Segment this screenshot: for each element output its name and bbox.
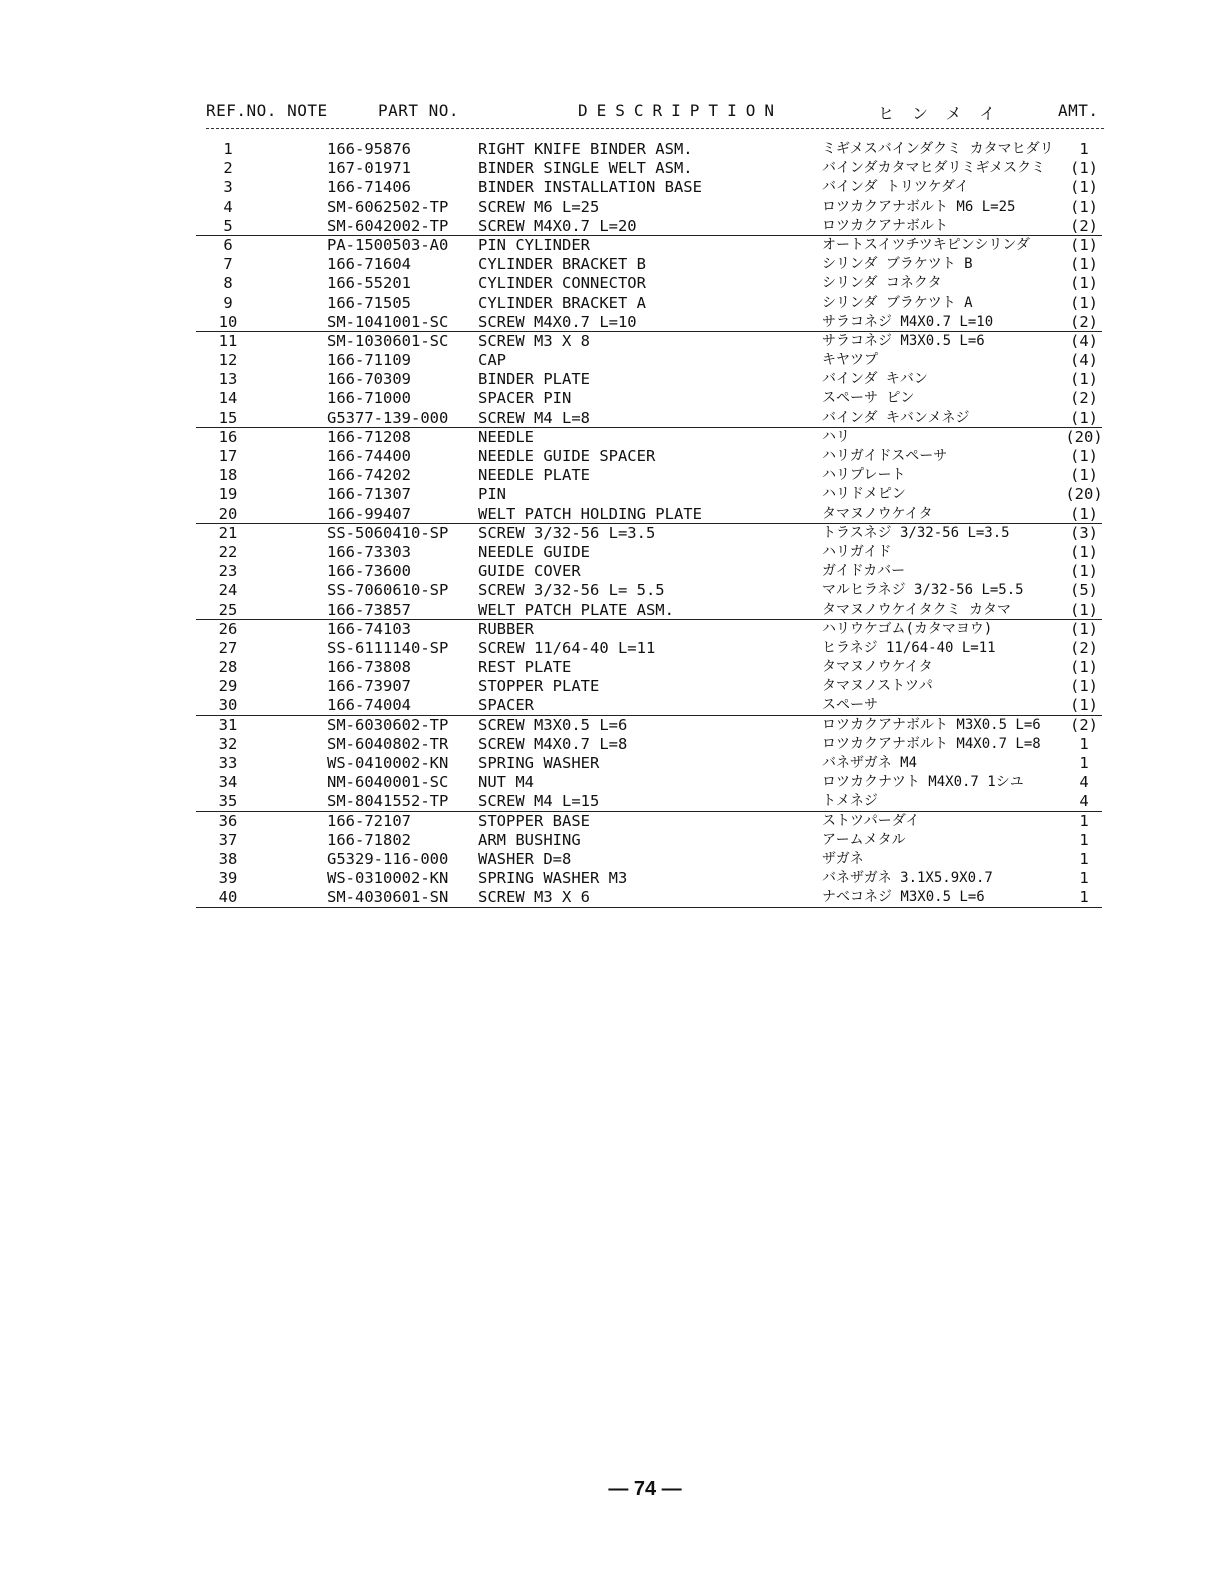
table-row [0,178,1213,197]
amount: (2) [1070,715,1098,734]
table-row [0,505,1213,524]
japanese-name: シリンダ ブラケツト A [822,294,973,311]
description: NEEDLE [478,427,534,446]
table-row [0,831,1213,850]
part-number: SM-1030601-SC [327,331,449,350]
ref-number: 17 [218,447,238,465]
part-number: SM-8041552-TP [327,792,449,811]
table-row [0,409,1213,428]
amount: (1) [1070,504,1098,523]
table-row [0,850,1213,869]
description: SCREW M4X0.7 L=8 [478,734,628,753]
japanese-name: トメネジ [822,793,878,810]
ref-number: 14 [218,389,238,408]
japanese-name: バインダ キバンメネジ [822,409,970,426]
table-row [0,888,1213,907]
part-number: 166-73600 [327,562,411,581]
amount: (1) [1070,447,1098,465]
description: BINDER SINGLE WELT ASM. [478,159,693,178]
ref-number: 38 [218,849,238,868]
description: SCREW 3/32-56 L=3.5 [478,523,656,542]
amount: 4 [1079,792,1089,811]
japanese-name: バインダカタマヒダリミギメスクミ [822,160,1046,177]
table-row [0,639,1213,658]
table-row [0,716,1213,735]
description: CYLINDER BRACKET A [478,293,646,312]
amount: (1) [1070,293,1098,312]
part-number: 166-71000 [327,389,411,408]
japanese-name: マルヒラネジ 3/32-56 L=5.5 [822,582,1024,599]
description: WELT PATCH HOLDING PLATE [478,504,702,523]
part-number: G5329-116-000 [327,849,449,868]
part-number: 166-55201 [327,274,411,293]
japanese-name: バインダ トリツケダイ [822,179,969,196]
amount: (1) [1070,178,1098,197]
japanese-name: トラスネジ 3/32-56 L=3.5 [822,524,1010,541]
ref-number: 11 [218,331,238,350]
table-row [0,313,1213,332]
ref-number: 40 [218,888,238,907]
japanese-name: サラコネジ M3X0.5 L=6 [822,332,985,349]
description: SPACER [478,696,534,715]
japanese-name: バインダ キバン [822,371,928,388]
part-number: SM-6062502-TP [327,197,449,216]
japanese-name: タマヌノウケイタ [822,659,933,676]
japanese-name: ハリウケゴム(カタマヨウ) [822,620,993,637]
japanese-name: ガイドカバー [822,563,906,580]
description: ARM BUSHING [478,830,581,849]
ref-number: 2 [223,159,233,178]
table-row [0,274,1213,293]
amount: 1 [1079,140,1089,158]
ref-number: 32 [218,734,238,753]
part-number: NM-6040001-SC [327,773,449,792]
ref-number: 39 [218,869,238,888]
description: SCREW 11/64-40 L=11 [478,638,656,657]
japanese-name: ナベコネジ M3X0.5 L=6 [822,889,985,906]
amount: (1) [1070,408,1098,427]
ref-number: 26 [218,619,238,638]
table-row [0,236,1213,255]
description: SCREW M4X0.7 L=10 [478,312,637,331]
table-row [0,754,1213,773]
amount: (20) [1065,427,1103,446]
ref-number: 18 [218,466,238,485]
part-number: 166-71109 [327,351,411,370]
description: STOPPER PLATE [478,677,600,696]
description: PIN [478,485,506,504]
description: SCREW M4 L=15 [478,792,600,811]
part-number: SM-1041001-SC [327,312,449,331]
japanese-name: シリンダ ブラケツト B [822,256,973,273]
japanese-name: アームメタル [822,831,906,848]
description: CYLINDER BRACKET B [478,255,646,274]
description: BINDER INSTALLATION BASE [478,178,702,197]
ref-number: 1 [223,140,233,158]
amount: (4) [1070,331,1098,350]
part-number: 166-73808 [327,658,411,677]
amount: (2) [1070,216,1098,235]
table-row [0,581,1213,600]
amount: 1 [1079,734,1089,753]
ref-number: 19 [218,485,238,504]
table-row [0,601,1213,620]
amount: (2) [1070,312,1098,331]
amount: (1) [1070,658,1098,677]
japanese-name: ロツカクアナボルト M6 L=25 [822,198,1016,215]
description: SPRING WASHER M3 [478,869,628,888]
table-row [0,466,1213,485]
ref-number: 7 [223,255,233,274]
part-number: SS-5060410-SP [327,523,449,542]
table-row [0,159,1213,178]
amount: 1 [1079,811,1089,830]
ref-number: 10 [218,312,238,331]
part-number: G5377-139-000 [327,408,449,427]
table-row [0,255,1213,274]
ref-number: 9 [223,293,233,312]
amount: 1 [1079,849,1089,868]
amount: (1) [1070,197,1098,216]
parts-table [0,140,1213,908]
ref-number: 13 [218,370,238,389]
amount: 1 [1079,830,1089,849]
ref-number: 27 [218,638,238,657]
table-row [0,217,1213,236]
table-row [0,198,1213,217]
japanese-name: タマヌノウケイタクミ カタマ [822,601,1012,618]
ref-number: 3 [223,178,233,197]
description: WELT PATCH PLATE ASM. [478,600,674,619]
part-number: 166-74202 [327,466,411,485]
description: BINDER PLATE [478,370,590,389]
table-row [0,351,1213,370]
part-number: 167-01971 [327,159,411,178]
part-number: 166-71802 [327,830,411,849]
amount: (1) [1070,696,1098,715]
ref-number: 12 [218,351,238,370]
table-row [0,485,1213,504]
amount: (1) [1070,677,1098,696]
description: WASHER D=8 [478,849,572,868]
amount: 1 [1079,888,1089,907]
header-part-no: PART NO. [378,101,460,120]
table-row [0,140,1213,159]
part-number: 166-99407 [327,504,411,523]
description: SCREW M4 L=8 [478,408,590,427]
ref-number: 29 [218,677,238,696]
ref-number: 30 [218,696,238,715]
table-row [0,812,1213,831]
part-number: 166-74400 [327,447,411,465]
part-number: 166-73303 [327,542,411,561]
table-row [0,389,1213,408]
table-row [0,447,1213,466]
amount: (1) [1070,255,1098,274]
japanese-name: ロツカクアナボルト M4X0.7 L=8 [822,735,1041,752]
japanese-name: サラコネジ M4X0.7 L=10 [822,313,994,330]
ref-number: 22 [218,542,238,561]
table-row [0,543,1213,562]
ref-number: 34 [218,773,238,792]
part-number: 166-71505 [327,293,411,312]
japanese-name: ザガネ [822,850,864,867]
ref-number: 4 [223,197,233,216]
japanese-name: ロツカクアナボルト M3X0.5 L=6 [822,716,1041,733]
part-number: SS-6111140-SP [327,638,449,657]
amount: (1) [1070,542,1098,561]
part-number: 166-95876 [327,140,411,158]
part-number: SM-6042002-TP [327,216,449,235]
part-number: 166-74004 [327,696,411,715]
header-amount: AMT. [1058,101,1099,120]
part-number: SM-6030602-TP [327,715,449,734]
ref-number: 36 [218,811,238,830]
table-row [0,370,1213,389]
amount: (4) [1070,351,1098,370]
table-row [0,428,1213,447]
page-number: — 74 — [608,1478,682,1500]
japanese-name: スペーサ [822,697,878,714]
ref-number: 28 [218,658,238,677]
japanese-name: ハリドメピン [822,486,906,503]
japanese-name: タマヌノウケイタ [822,505,933,522]
table-row [0,562,1213,581]
description: SPACER PIN [478,389,572,408]
japanese-name: キヤツプ [822,352,878,369]
ref-number: 21 [218,523,238,542]
ref-number: 8 [223,274,233,293]
header-divider [206,128,1104,129]
table-row [0,869,1213,888]
table-row [0,792,1213,811]
japanese-name: バネザガネ 3.1X5.9X0.7 [822,870,993,887]
japanese-name: ストツパーダイ [822,812,920,829]
japanese-name: スペーサ ピン [822,390,915,407]
japanese-name: オートスイツチツキピンシリンダ [822,236,1030,253]
table-row [0,735,1213,754]
amount: 1 [1079,869,1089,888]
amount: 4 [1079,773,1089,792]
description: RIGHT KNIFE BINDER ASM. [478,140,693,158]
ref-number: 20 [218,504,238,523]
amount: (2) [1070,389,1098,408]
amount: (3) [1070,523,1098,542]
table-row [0,524,1213,543]
header-japanese-name: ヒンメイ [878,104,1014,123]
table-row [0,620,1213,639]
ref-number: 15 [218,408,238,427]
description: NEEDLE GUIDE [478,542,590,561]
part-number: 166-73857 [327,600,411,619]
description: SCREW M4X0.7 L=20 [478,216,637,235]
amount: (1) [1070,466,1098,485]
japanese-name: バネザガネ M4 [822,755,918,771]
amount: (1) [1070,562,1098,581]
ref-number: 31 [218,715,238,734]
part-number: WS-0310002-KN [327,869,449,888]
description: SCREW M3X0.5 L=6 [478,715,628,734]
table-row [0,294,1213,313]
amount: 1 [1079,754,1089,772]
amount: (1) [1070,370,1098,389]
part-number: SS-7060610-SP [327,581,449,600]
table-row [0,696,1213,715]
japanese-name: ロツカクアナボルト [822,217,948,234]
amount: (1) [1070,274,1098,293]
part-number: 166-72107 [327,811,411,830]
ref-number: 23 [218,562,238,581]
japanese-name: シリンダ コネクタ [822,275,942,292]
part-number: 166-74103 [327,619,411,638]
amount: (1) [1070,159,1098,178]
description: PIN CYLINDER [478,235,590,254]
description: NEEDLE PLATE [478,466,590,485]
description: SPRING WASHER [478,754,600,772]
ref-number: 16 [218,427,238,446]
ref-number: 35 [218,792,238,811]
ref-number: 5 [223,216,233,235]
japanese-name: ハリガイドスペーサ [822,448,948,464]
description: STOPPER BASE [478,811,590,830]
amount: (1) [1070,600,1098,619]
description: RUBBER [478,619,534,638]
table-row [0,773,1213,792]
ref-number: 6 [223,235,233,254]
japanese-name: ハリプレート [822,467,906,484]
ref-number: 24 [218,581,238,600]
part-number: 166-71307 [327,485,411,504]
table-row [0,332,1213,351]
part-number: 166-71604 [327,255,411,274]
header-ref-note: REF.NO. NOTE [206,101,328,120]
part-number: SM-6040802-TR [327,734,449,753]
ref-number: 33 [218,754,238,772]
description: CAP [478,351,506,370]
amount: (1) [1070,619,1098,638]
amount: (2) [1070,638,1098,657]
japanese-name: ミギメスバインダクミ カタマヒダリ [822,141,1054,157]
part-number: 166-71208 [327,427,411,446]
table-row [0,677,1213,696]
japanese-name: ヒラネジ 11/64-40 L=11 [822,639,996,656]
japanese-name: ハリ [822,428,850,445]
amount: (20) [1065,485,1103,504]
table-row [0,658,1213,677]
part-number: PA-1500503-A0 [327,235,449,254]
description: CYLINDER CONNECTOR [478,274,646,293]
description: SCREW 3/32-56 L= 5.5 [478,581,665,600]
japanese-name: ハリガイド [822,543,892,560]
amount: (1) [1070,235,1098,254]
description: SCREW M3 X 6 [478,888,590,907]
part-number: SM-4030601-SN [327,888,449,907]
description: GUIDE COVER [478,562,581,581]
part-number: 166-70309 [327,370,411,389]
description: REST PLATE [478,658,572,677]
japanese-name: ロツカクナツト M4X0.7 1シユ [822,774,1024,791]
part-number: 166-71406 [327,178,411,197]
description: SCREW M6 L=25 [478,197,600,216]
description: NEEDLE GUIDE SPACER [478,447,656,465]
header-description: DESCRIPTION [578,101,783,120]
ref-number: 37 [218,830,238,849]
part-number: 166-73907 [327,677,411,696]
description: NUT M4 [478,773,534,792]
part-number: WS-0410002-KN [327,754,449,772]
description: SCREW M3 X 8 [478,331,590,350]
ref-number: 25 [218,600,238,619]
japanese-name: タマヌノストツパ [822,678,933,695]
amount: (5) [1070,581,1098,600]
